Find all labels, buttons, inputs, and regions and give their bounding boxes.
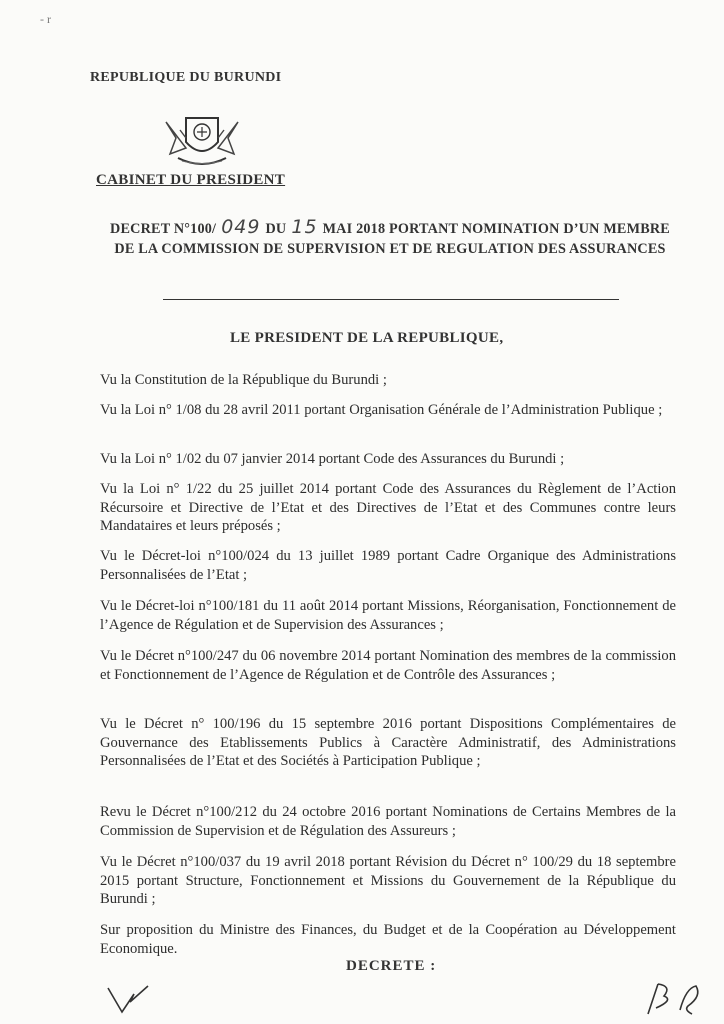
visa-paragraph: Vu le Décret-loi n°100/181 du 11 août 2014 portant Missions, Réorganisation, Fonctionnement de l’Agence de Régulation et de Supervision des Assurances ;	[100, 598, 676, 633]
decree-handwritten-number: 049	[221, 216, 261, 238]
visa-paragraph: Vu la Loi n° 1/02 du 07 janvier 2014 portant Code des Assurances du Burundi ;	[100, 451, 565, 467]
decree-handwritten-day: 15	[291, 216, 318, 238]
visa-paragraph: Vu la Loi n° 1/22 du 25 juillet 2014 portant Code des Assurances du Règlement de l’Action Récursoire et Directive de l’Etat et des Directives de l’Etat et des Communes contre leurs Mandataires et leurs préposés ;	[100, 481, 676, 534]
decrete-heading: DECRETE :	[346, 958, 437, 974]
scan-mark: - r	[40, 12, 51, 26]
visa-paragraph: Vu le Décret n°100/037 du 19 avril 2018 portant Révision du Décret n° 100/29 du 18 septembre 2015 portant Structure, Fonctionnement et Missions du Gouvernement de la République du Burundi ;	[100, 854, 676, 907]
visa-paragraph: Vu le Décret n°100/247 du 06 novembre 2014 portant Nomination des membres de la commission et Fonctionnement de l’Agence de Régulation et de Contrôle des Assurances ;	[100, 648, 676, 683]
decree-title-du: DU	[265, 221, 287, 237]
republic-heading: REPUBLIQUE DU BURUNDI	[90, 70, 282, 85]
decree-title-prefix: DECRET N°100/	[110, 221, 217, 237]
visa-paragraph: Vu la Constitution de la République du Burundi ;	[100, 372, 387, 388]
visa-paragraph: Vu la Loi n° 1/08 du 28 avril 2011 portant Organisation Générale de l’Administration Publique ;	[100, 402, 663, 418]
decree-title	[110, 217, 670, 259]
cabinet-heading: CABINET DU PRESIDENT	[96, 172, 286, 188]
proposal-paragraph: Sur proposition du Ministre des Finances, du Budget et de la Coopération au Développement Economique.	[100, 922, 676, 957]
visa-paragraph: Vu le Décret n° 100/196 du 15 septembre 2016 portant Dispositions Complémentaires de Gouvernance des Etablissements Publics à Caractère Administratif, des Administrations Personnalisées de l’Etat et des Sociétés à Participation Publique ;	[100, 716, 676, 769]
president-heading: LE PRESIDENT DE LA REPUBLIQUE,	[230, 330, 504, 346]
handwritten-initials	[104, 982, 152, 1016]
visa-paragraph: Vu le Décret-loi n°100/024 du 13 juillet 1989 portant Cadre Organique des Administrations Personnalisées de l’Etat ;	[100, 548, 676, 583]
handwritten-initials	[640, 980, 708, 1018]
visa-paragraph: Revu le Décret n°100/212 du 24 octobre 2016 portant Nominations de Certains Membres de la Commission de Supervision et de Régulation des Assureurs ;	[100, 804, 676, 839]
coat-of-arms-icon	[160, 108, 244, 172]
title-divider	[163, 299, 619, 300]
decree-title-rest: MAI 2018 PORTANT NOMINATION D’UN MEMBRE DE LA COMMISSION DE SUPERVISION ET DE REGULATION DES ASSURANCES	[114, 221, 670, 257]
